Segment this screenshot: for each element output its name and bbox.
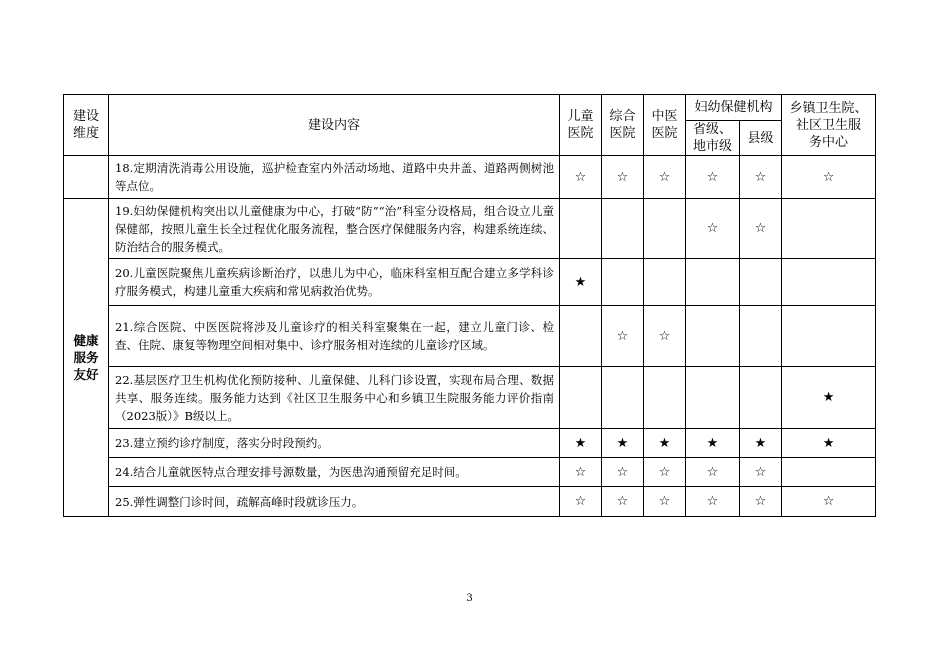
row-content: 21.综合医院、中医医院将涉及儿童诊疗的相关科室聚集在一起，建立儿童门诊、检查、住院、康复等物理空间相对集中、诊疗服务相对连续的儿童诊疗区域。 [109,306,560,367]
page-number: 3 [466,593,473,604]
mark-cell: ★ [560,259,602,306]
dimension-health-service: 健康 服务 友好 [64,199,109,517]
header-content: 建设内容 [109,95,560,156]
mark-cell [602,367,644,429]
mark-cell: ☆ [686,156,740,199]
row-content: 18.定期清洗消毒公用设施，巡护检查室内外活动场地、道路中央井盖、道路两侧树池等点位。 [109,156,560,199]
mark-cell: ☆ [560,156,602,199]
mark-cell [602,259,644,306]
mark-cell: ☆ [686,458,740,487]
table-row [64,306,876,367]
mark-cell [644,367,686,429]
mark-cell: ★ [782,429,876,458]
header-township: 乡镇卫生院、 社区卫生服 务中心 [782,95,876,156]
mark-cell: ☆ [644,458,686,487]
mark-cell [782,306,876,367]
mark-cell [686,259,740,306]
header-dimension: 建设 维度 [64,95,109,156]
mark-cell: ☆ [602,458,644,487]
row-content: 20.儿童医院聚焦儿童疾病诊断治疗，以患儿为中心，临床科室相互配合建立多学科诊疗服务模式，构建儿童重大疾病和常见病救治优势。 [109,259,560,306]
mark-cell: ☆ [560,487,602,517]
mark-cell: ★ [740,429,782,458]
row-content: 19.妇幼保健机构突出以儿童健康为中心，打破“防”“治”科室分设格局，组合设立儿童保健部，按照儿童生长全过程优化服务流程，整合医疗保健服务内容，构建系统连续、防治结合的服务模式。 [109,199,560,259]
mark-cell [740,259,782,306]
mark-cell: ☆ [602,156,644,199]
mark-cell: ☆ [686,487,740,517]
row-content: 25.弹性调整门诊时间，疏解高峰时段就诊压力。 [109,487,560,517]
mark-cell: ☆ [644,487,686,517]
mark-cell: ☆ [686,199,740,259]
mark-cell: ☆ [560,458,602,487]
mark-cell [644,199,686,259]
header-tcm-hospital: 中医 医院 [644,95,686,156]
mark-cell: ★ [782,367,876,429]
dimension-cell-empty [64,156,109,199]
table-row [64,367,876,429]
standards-table [63,94,876,517]
mark-cell: ☆ [740,487,782,517]
mark-cell [686,367,740,429]
mark-cell: ☆ [644,156,686,199]
mark-cell [740,367,782,429]
table-row [64,429,876,458]
row-content: 23.建立预约诊疗制度，落实分时段预约。 [109,429,560,458]
header-children-hospital: 儿童 医院 [560,95,602,156]
mark-cell [560,306,602,367]
mark-cell [644,259,686,306]
mark-cell [602,199,644,259]
table-row [64,487,876,517]
mark-cell: ★ [644,429,686,458]
mark-cell: ★ [602,429,644,458]
mark-cell [782,458,876,487]
mark-cell [740,306,782,367]
header-mch-county: 县级 [740,121,782,156]
table-row [64,458,876,487]
mark-cell [782,259,876,306]
mark-cell: ☆ [740,458,782,487]
mark-cell [686,306,740,367]
mark-cell [560,367,602,429]
header-mch-group: 妇幼保健机构 [686,95,782,121]
table-row [64,199,876,259]
table-row [64,259,876,306]
mark-cell: ★ [560,429,602,458]
row-content: 22.基层医疗卫生机构优化预防接种、儿童保健、儿科门诊设置，实现布局合理、数据共享、服务连续。服务能力达到《社区卫生服务中心和乡镇卫生院服务能力评价指南（2023版）》B级以上。 [109,367,560,429]
mark-cell: ☆ [782,487,876,517]
mark-cell: ☆ [740,199,782,259]
mark-cell: ☆ [602,487,644,517]
mark-cell: ☆ [644,306,686,367]
mark-cell [560,199,602,259]
mark-cell: ☆ [602,306,644,367]
row-content: 24.结合儿童就医特点合理安排号源数量，为医患沟通预留充足时间。 [109,458,560,487]
mark-cell: ☆ [782,156,876,199]
header-general-hospital: 综合 医院 [602,95,644,156]
mark-cell: ★ [686,429,740,458]
header-mch-province: 省级、 地市级 [686,121,740,156]
table-row [64,156,876,199]
mark-cell [782,199,876,259]
mark-cell: ☆ [740,156,782,199]
